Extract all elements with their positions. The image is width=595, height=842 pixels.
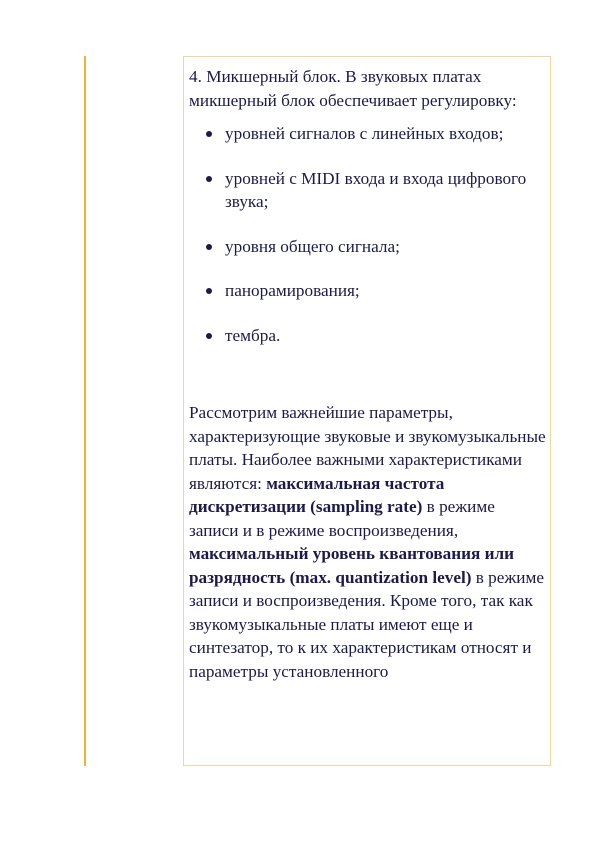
bullet-icon bbox=[206, 131, 212, 137]
body-paragraph bbox=[189, 401, 546, 683]
section-heading: 4. Микшерный блок. В звуковых платах микшерный блок обеспечивает регулировку: bbox=[189, 67, 517, 110]
list-item bbox=[189, 122, 546, 146]
list-item bbox=[189, 167, 546, 214]
list-item-text: панорамирования; bbox=[225, 281, 360, 300]
bullet-icon bbox=[206, 333, 212, 339]
text-frame bbox=[183, 56, 551, 766]
list-item-text: тембра. bbox=[225, 325, 281, 345]
paragraph-text: Рассмотрим важнейшие параметры, характеризующие звуковые и звукомузыкальные платы. Наиболее важными характеристиками являются: bbox=[189, 403, 546, 493]
bullet-icon bbox=[206, 288, 212, 294]
list-item-text: уровней с MIDI входа и входа цифрового звука; bbox=[225, 168, 527, 211]
paragraph-text: в режиме записи и в режиме воспроизведения, bbox=[189, 497, 495, 540]
bold-term-quantization-level: максимальный уровень квантования или разрядность (max. quantization level) bbox=[189, 544, 515, 587]
bullet-icon bbox=[206, 244, 212, 250]
list-item bbox=[189, 279, 546, 303]
bold-term-sampling-rate: максимальная частота дискретизации (sampling rate) bbox=[189, 473, 445, 516]
margin-line bbox=[84, 56, 86, 766]
bullet-icon bbox=[206, 176, 212, 182]
list-item bbox=[189, 324, 546, 348]
list-item-text: уровня общего сигнала; bbox=[225, 236, 400, 256]
list-item-text: уровней сигналов с линейных входов; bbox=[225, 124, 504, 143]
bullet-list bbox=[189, 122, 546, 347]
paragraph-text: в режиме записи и воспроизведения. Кроме того, так как звукомузыкальные платы имеют еще и синтезатор, то к их характеристикам относят и параметры установленного bbox=[189, 567, 544, 681]
list-item bbox=[189, 235, 546, 259]
